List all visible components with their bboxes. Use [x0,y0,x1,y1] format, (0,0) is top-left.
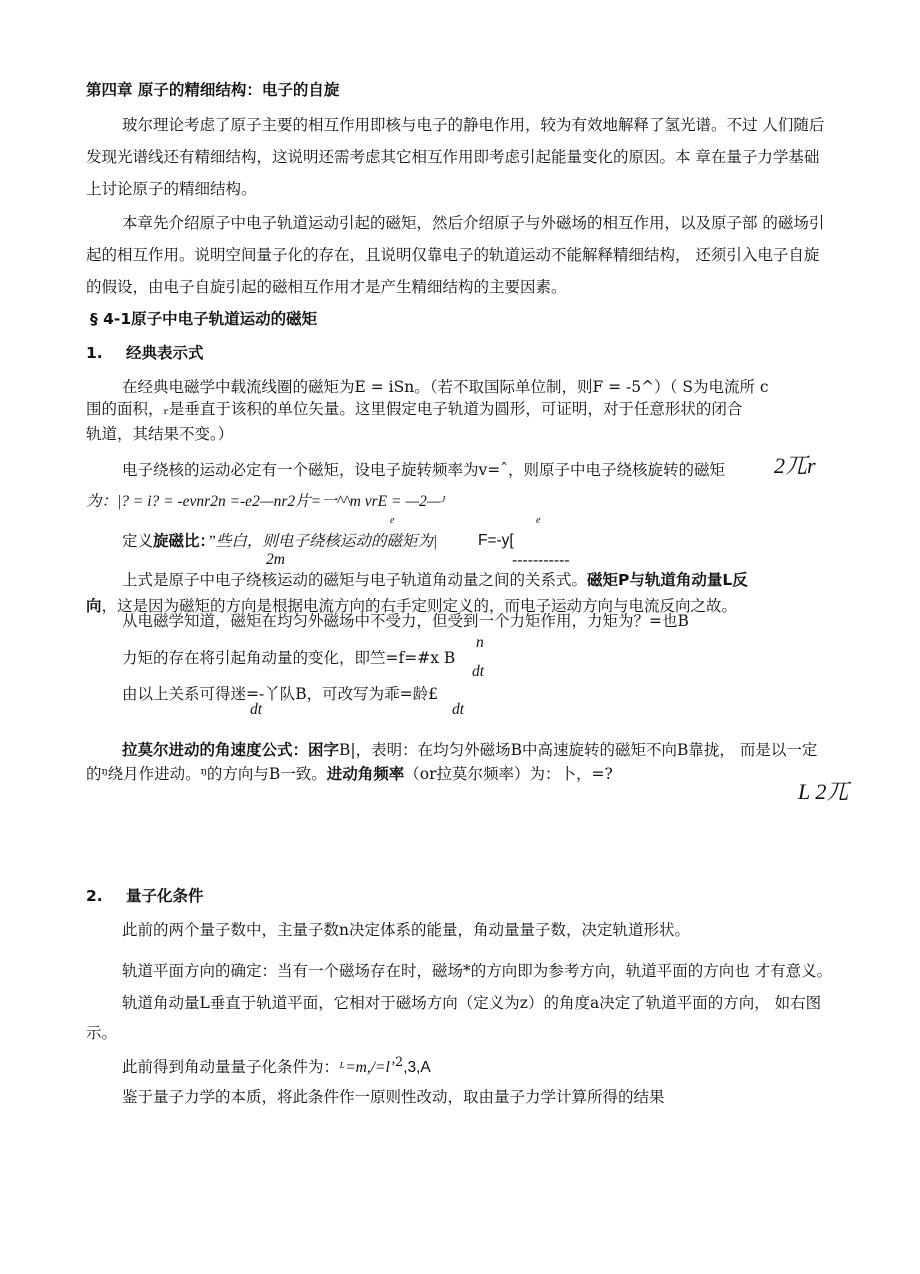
bold-term: 进动角频率 [326,765,405,783]
body-line: 轨道平面方向的确定：当有一个磁场存在时，磁场*的方向即为参考方向，轨道平面的方向也 才有意义。 [122,962,833,980]
body-line: 力矩的存在将引起角动量的变化，即竺=f=#x B [122,649,456,667]
text-run: 定义 [122,532,154,550]
intro-paragraph-line: 本章先介绍原子中电子轨道运动引起的磁矩，然后介绍原子与外磁场的相互作用，以及原子部 的磁场引 [122,214,825,232]
body-line: 鉴于量子力学的本质，将此条件作一原则性改动，取由量子力学计算所得的结果 [122,1088,665,1106]
text-run: ，这是因为磁矩的方向是根据电流方向的右手定则定义的，而电子运动方向与电流反向之故。 [101,597,738,615]
formula-superscript: 2 [394,1055,404,1070]
body-line: 由以上关系可得迷=-丫队B，可改写为乖=龄£ [122,685,438,703]
body-line: 轨道角动量L垂直于轨道平面，它相对于磁场方向（定义为z）的角度a决定了轨道平面的方向， 如右图 [122,994,822,1012]
body-line [122,740,817,760]
chapter-title: 第四章 原子的精细结构：电子的自旋 [86,81,340,99]
body-line: 在经典电磁学中载流线圈的磁矩为E = iSn。（若不取国际单位制，则F = -5^）（ S为电流所 c [122,378,769,396]
intro-paragraph-line: 发现光谱线还有精细结构，这说明还需考虑其它相互作用即考虑引起能量变化的原因。本 章在量子力学基础 [86,148,820,166]
formula-fragment: 2兀r [774,453,816,478]
body-line: 从电磁学知道，磁矩在均匀外磁场中不受力，但受到一个力矩作用，力矩为？=也B [122,612,689,630]
subsection-title: 经典表示式 [126,344,204,362]
intro-paragraph-line: 的假设，由电子自旋引起的磁相互作用才是产生精细结构的主要因素。 [86,278,567,296]
subsection-number: 2. [86,887,103,905]
body-line: 电子绕核的运动必定有一个磁矩，设电子旋转频率为v=ˆ，则原子中电子绕核旋转的磁矩 [122,461,725,479]
formula-fragment: ,3,A [403,1059,431,1077]
formula-line: 为：|? = i? = -evnr2n =-e2—nr2片=一^^m vrE = —2—ᴶ [86,493,446,510]
formula-dashes: ----------- [512,551,570,569]
body-line: 围的面积，ᵣ是垂直于该积的单位矢量。这里假定电子轨道为圆形，可证明，对于任意形状的闭合 [86,400,743,418]
formula-subscript: e [390,515,395,526]
formula-fragment: dt [250,701,263,718]
formula-fragment: F=-y[ [478,532,514,549]
formula-fragment: ᴸ=m,/=l’ [339,1059,395,1077]
body-line [86,764,613,784]
text-run: B|，表明：在均匀外磁场B中高速旋转的磁矩不向B靠拢， 而是以一定 [339,741,818,759]
intro-paragraph-line: 玻尔理论考虑了原子主要的相互作用即核与电子的静电作用，较为有效地解释了氢光谱。不过 人们随后 [122,116,825,134]
body-line: 轨道，其结果不变。） [86,425,234,443]
text-run: 此前得到角动量量子化条件为： [122,1058,340,1077]
formula-fragment: L 2兀 [798,779,849,804]
bold-term: 向 [86,597,102,615]
body-line: 示。 [86,1024,118,1042]
subsection-number: 1. [86,344,103,362]
body-line: 此前的两个量子数中，主量子数n决定体系的能量，角动量量子数，决定轨道形状。 [122,921,690,939]
formula-subscript: e [536,515,541,526]
intro-paragraph-line: 上讨论原子的精细结构。 [86,180,257,198]
formula-fragment: dt [452,701,465,718]
body-line [122,570,748,590]
text-run: ”些白，则电子绕核运动的磁矩为| [207,533,438,550]
formula-denominator: 2m [266,551,285,568]
body-line [122,531,437,552]
text-run: （or拉莫尔频率）为：卜，=? [404,765,613,783]
bold-term: 拉莫尔进动的角速度公式：困字 [122,741,340,759]
intro-paragraph-line: 起的相互作用。说明空间量子化的存在，且说明仅靠电子的轨道运动不能解释精细结构， 还须引入电子自旋 [86,246,820,264]
formula-fragment: dt [472,663,485,680]
bold-term: 旋磁比： [153,532,208,550]
section-title: § 4-1原子中电子轨道运动的磁矩 [90,310,318,328]
text-run: 的ᵑ绕月作进动。ᵑ的方向与B一致。 [86,765,327,783]
subsection-title: 量子化条件 [126,887,204,905]
bold-term: 磁矩P与轨道角动量L反 [587,571,748,589]
body-line [122,1053,431,1078]
formula-fragment: n [476,634,484,651]
text-run: 上式是原子中电子绕核运动的磁矩与电子轨道角动量之间的关系式。 [122,571,588,589]
